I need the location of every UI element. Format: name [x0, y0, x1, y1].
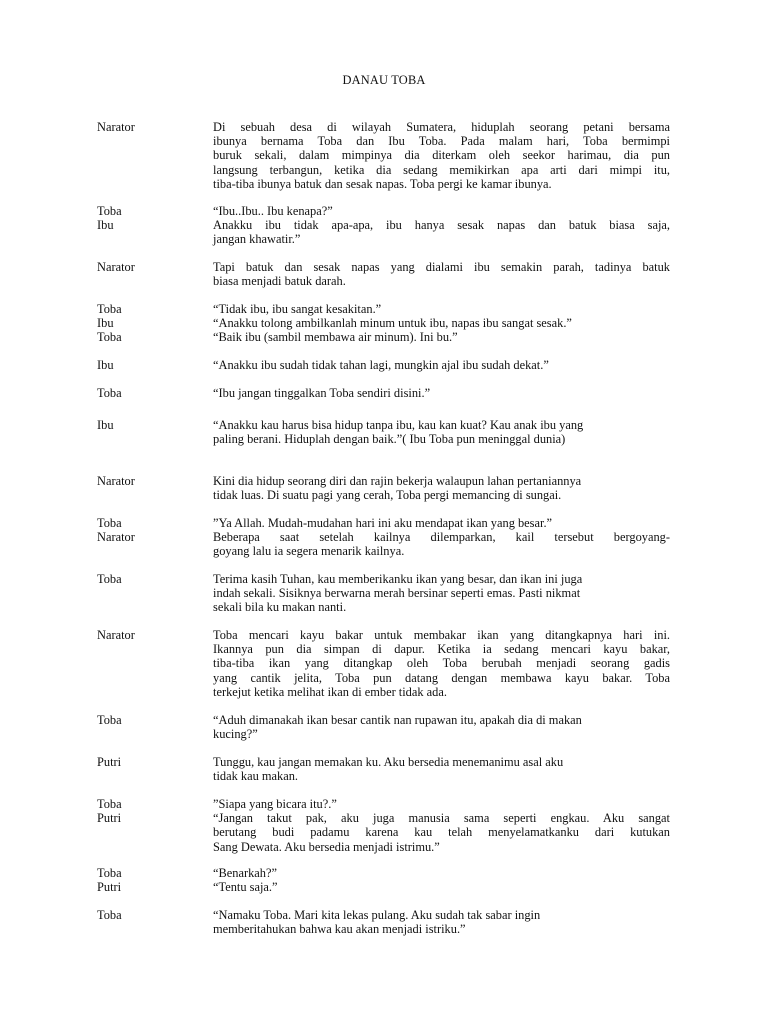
- speaker-name: Putri: [97, 811, 122, 826]
- speaker-name: Narator: [97, 530, 135, 545]
- dialogue-text: “Tentu saja.”: [213, 880, 278, 895]
- dialogue-text: Anakku ibu tidak apa-apa, ibu hanya sesak napas dan batuk biasa saja,: [213, 218, 670, 233]
- dialogue-text: “Baik ibu (sambil membawa air minum). Ini bu.”: [213, 330, 458, 345]
- dialogue-text: tiba-tiba ikan yang ditangkap oleh Toba berubah menjadi seorang gadis: [213, 656, 670, 671]
- dialogue-text: “Jangan takut pak, aku juga manusia sama seperti engkau. Aku sangat: [213, 811, 670, 826]
- dialogue-line: [0, 474, 768, 488]
- dialogue-block: [0, 866, 768, 894]
- dialogue-line: [0, 358, 768, 372]
- dialogue-line: [0, 232, 768, 246]
- dialogue-line: [0, 488, 768, 502]
- speaker-name: Toba: [97, 908, 122, 922]
- speaker-name: Narator: [97, 628, 135, 642]
- dialogue-line: [0, 572, 768, 586]
- dialogue-line: [0, 134, 768, 148]
- dialogue-line: [0, 120, 768, 134]
- dialogue-text: biasa menjadi batuk darah.: [213, 274, 346, 289]
- dialogue-line: [0, 840, 768, 854]
- dialogue-line: [0, 163, 768, 177]
- document-title: DANAU TOBA: [342, 73, 426, 87]
- dialogue-line: [0, 642, 768, 656]
- dialogue-line: [0, 218, 768, 232]
- speaker-name: Toba: [97, 797, 122, 811]
- dialogue-text: “Tidak ibu, ibu sangat kesakitan.”: [213, 302, 382, 316]
- dialogue-text: Tapi batuk dan sesak napas yang dialami ibu semakin parah, tadinya batuk: [213, 260, 670, 274]
- dialogue-line: [0, 274, 768, 288]
- dialogue-text: “Ibu jangan tinggalkan Toba sendiri disini.”: [213, 386, 431, 400]
- dialogue-text: “Anakku ibu sudah tidak tahan lagi, mungkin ajal ibu sudah dekat.”: [213, 358, 549, 372]
- dialogue-block: [0, 713, 768, 741]
- dialogue-text: sekali bila ku makan nanti.: [213, 600, 347, 615]
- dialogue-text: buruk sekali, dalam mimpinya dia diterkam oleh seekor harimau, dia pun: [213, 148, 670, 163]
- dialogue-text: terkejut ketika melihat ikan di ember tidak ada.: [213, 684, 447, 699]
- dialogue-line: [0, 260, 768, 274]
- dialogue-text: “Anakku tolong ambilkanlah minum untuk ibu, napas ibu sangat sesak.”: [213, 316, 572, 331]
- speaker-name: Toba: [97, 713, 122, 727]
- dialogue-text: Di sebuah desa di wilayah Sumatera, hiduplah seorang petani bersama: [213, 120, 670, 134]
- dialogue-line: [0, 148, 768, 162]
- speaker-name: Ibu: [97, 316, 114, 331]
- speaker-name: Toba: [97, 572, 122, 586]
- speaker-name: Ibu: [97, 418, 114, 432]
- dialogue-block: [0, 302, 768, 345]
- dialogue-text: Terima kasih Tuhan, kau memberikanku ikan yang besar, dan ikan ini juga: [213, 572, 583, 586]
- dialogue-text: “Anakku kau harus bisa hidup tanpa ibu, kau kan kuat? Kau anak ibu yang: [213, 418, 584, 432]
- speaker-name: Toba: [97, 516, 122, 530]
- dialogue-text: goyang lalu ia segera menarik kailnya.: [213, 544, 405, 559]
- dialogue-text: Beberapa saat setelah kailnya dilemparkan, kail tersebut bergoyang-: [213, 530, 670, 545]
- dialogue-text: indah sekali. Sisiknya berwarna merah bersinar seperti emas. Pasti nikmat: [213, 586, 581, 601]
- dialogue-line: [0, 685, 768, 699]
- dialogue-block: [0, 755, 768, 783]
- dialogue-text: Sang Dewata. Aku bersedia menjadi istrimu.”: [213, 839, 440, 854]
- dialogue-text: Tunggu, kau jangan memakan ku. Aku bersedia menemanimu asal aku: [213, 755, 564, 769]
- dialogue-text: “Aduh dimanakah ikan besar cantik nan rupawan itu, apakah dia di makan: [213, 713, 582, 727]
- dialogue-line: [0, 727, 768, 741]
- speaker-name: Toba: [97, 386, 122, 400]
- dialogue-line: [0, 825, 768, 839]
- dialogue-block: [0, 358, 768, 372]
- dialogue-block: [0, 474, 768, 502]
- dialogue-text: berutang budi padamu karena kau telah menyelamatkanku dari kutukan: [213, 825, 670, 840]
- dialogue-block: [0, 628, 768, 699]
- dialogue-text: memberitahukan bahwa kau akan menjadi istriku.”: [213, 922, 466, 937]
- dialogue-line: [0, 656, 768, 670]
- dialogue-line: [0, 671, 768, 685]
- dialogue-line: [0, 316, 768, 330]
- dialogue-line: [0, 811, 768, 825]
- dialogue-block: [0, 908, 768, 936]
- dialogue-block: [0, 386, 768, 400]
- dialogue-line: [0, 432, 768, 446]
- dialogue-text: “Ibu..Ibu.. Ibu kenapa?”: [213, 204, 333, 218]
- dialogue-line: [0, 544, 768, 558]
- dialogue-block: [0, 418, 768, 446]
- dialogue-text: ”Ya Allah. Mudah-mudahan hari ini aku mendapat ikan yang besar.”: [213, 516, 553, 530]
- dialogue-line: [0, 600, 768, 614]
- dialogue-block: [0, 572, 768, 615]
- dialogue-line: [0, 922, 768, 936]
- dialogue-text: Ikannya pun dia simpan di dapur. Ketika ia sedang mencari kayu bakar,: [213, 642, 670, 657]
- dialogue-text: langsung terbangun, ketika dia sedang memikirkan apa arti dari mimpi itu,: [213, 162, 670, 177]
- dialogue-block: [0, 516, 768, 559]
- dialogue-line: [0, 530, 768, 544]
- dialogue-block: [0, 204, 768, 247]
- speaker-name: Toba: [97, 204, 122, 218]
- dialogue-text: ”Siapa yang bicara itu?.”: [213, 797, 337, 811]
- dialogue-text: yang cantik jelita, Toba pun datang dengan membawa kayu bakar. Toba: [213, 670, 670, 685]
- dialogue-text: Toba mencari kayu bakar untuk membakar ikan yang ditangkapnya hari ini.: [213, 628, 670, 642]
- dialogue-line: [0, 755, 768, 769]
- dialogue-line: [0, 177, 768, 191]
- dialogue-line: [0, 880, 768, 894]
- dialogue-line: [0, 866, 768, 880]
- speaker-name: Toba: [97, 330, 122, 345]
- dialogue-text: paling berani. Hiduplah dengan baik.”( Ibu Toba pun meninggal dunia): [213, 432, 566, 447]
- dialogue-line: [0, 386, 768, 400]
- dialogue-text: kucing?”: [213, 727, 258, 742]
- dialogue-line: [0, 330, 768, 344]
- speaker-name: Ibu: [97, 218, 114, 233]
- dialogue-line: [0, 418, 768, 432]
- dialogue-text: jangan khawatir.”: [213, 232, 301, 247]
- dialogue-text: “Benarkah?”: [213, 866, 277, 880]
- dialogue-line: [0, 302, 768, 316]
- dialogue-text: tiba-tiba ibunya batuk dan sesak napas. Toba pergi ke kamar ibunya.: [213, 176, 552, 191]
- dialogue-line: [0, 769, 768, 783]
- speaker-name: Toba: [97, 302, 122, 316]
- dialogue-text: “Namaku Toba. Mari kita lekas pulang. Aku sudah tak sabar ingin: [213, 908, 541, 922]
- dialogue-line: [0, 516, 768, 530]
- speaker-name: Ibu: [97, 358, 114, 372]
- dialogue-line: [0, 713, 768, 727]
- speaker-name: Narator: [97, 260, 135, 274]
- dialogue-text: ibunya bernama Toba dan Ibu Toba. Pada malam hari, Toba bermimpi: [213, 134, 670, 149]
- speaker-name: Putri: [97, 755, 122, 769]
- speaker-name: Narator: [97, 474, 135, 488]
- dialogue-line: [0, 908, 768, 922]
- speaker-name: Toba: [97, 866, 122, 880]
- dialogue-line: [0, 586, 768, 600]
- dialogue-line: [0, 204, 768, 218]
- dialogue-block: [0, 120, 768, 191]
- dialogue-block: [0, 260, 768, 288]
- speaker-name: Narator: [97, 120, 135, 134]
- dialogue-text: tidak kau makan.: [213, 769, 298, 784]
- dialogue-block: [0, 797, 768, 854]
- dialogue-line: [0, 797, 768, 811]
- speaker-name: Putri: [97, 880, 122, 895]
- dialogue-text: Kini dia hidup seorang diri dan rajin bekerja walaupun lahan pertaniannya: [213, 474, 582, 488]
- dialogue-line: [0, 628, 768, 642]
- dialogue-text: tidak luas. Di suatu pagi yang cerah, Toba pergi memancing di sungai.: [213, 488, 562, 503]
